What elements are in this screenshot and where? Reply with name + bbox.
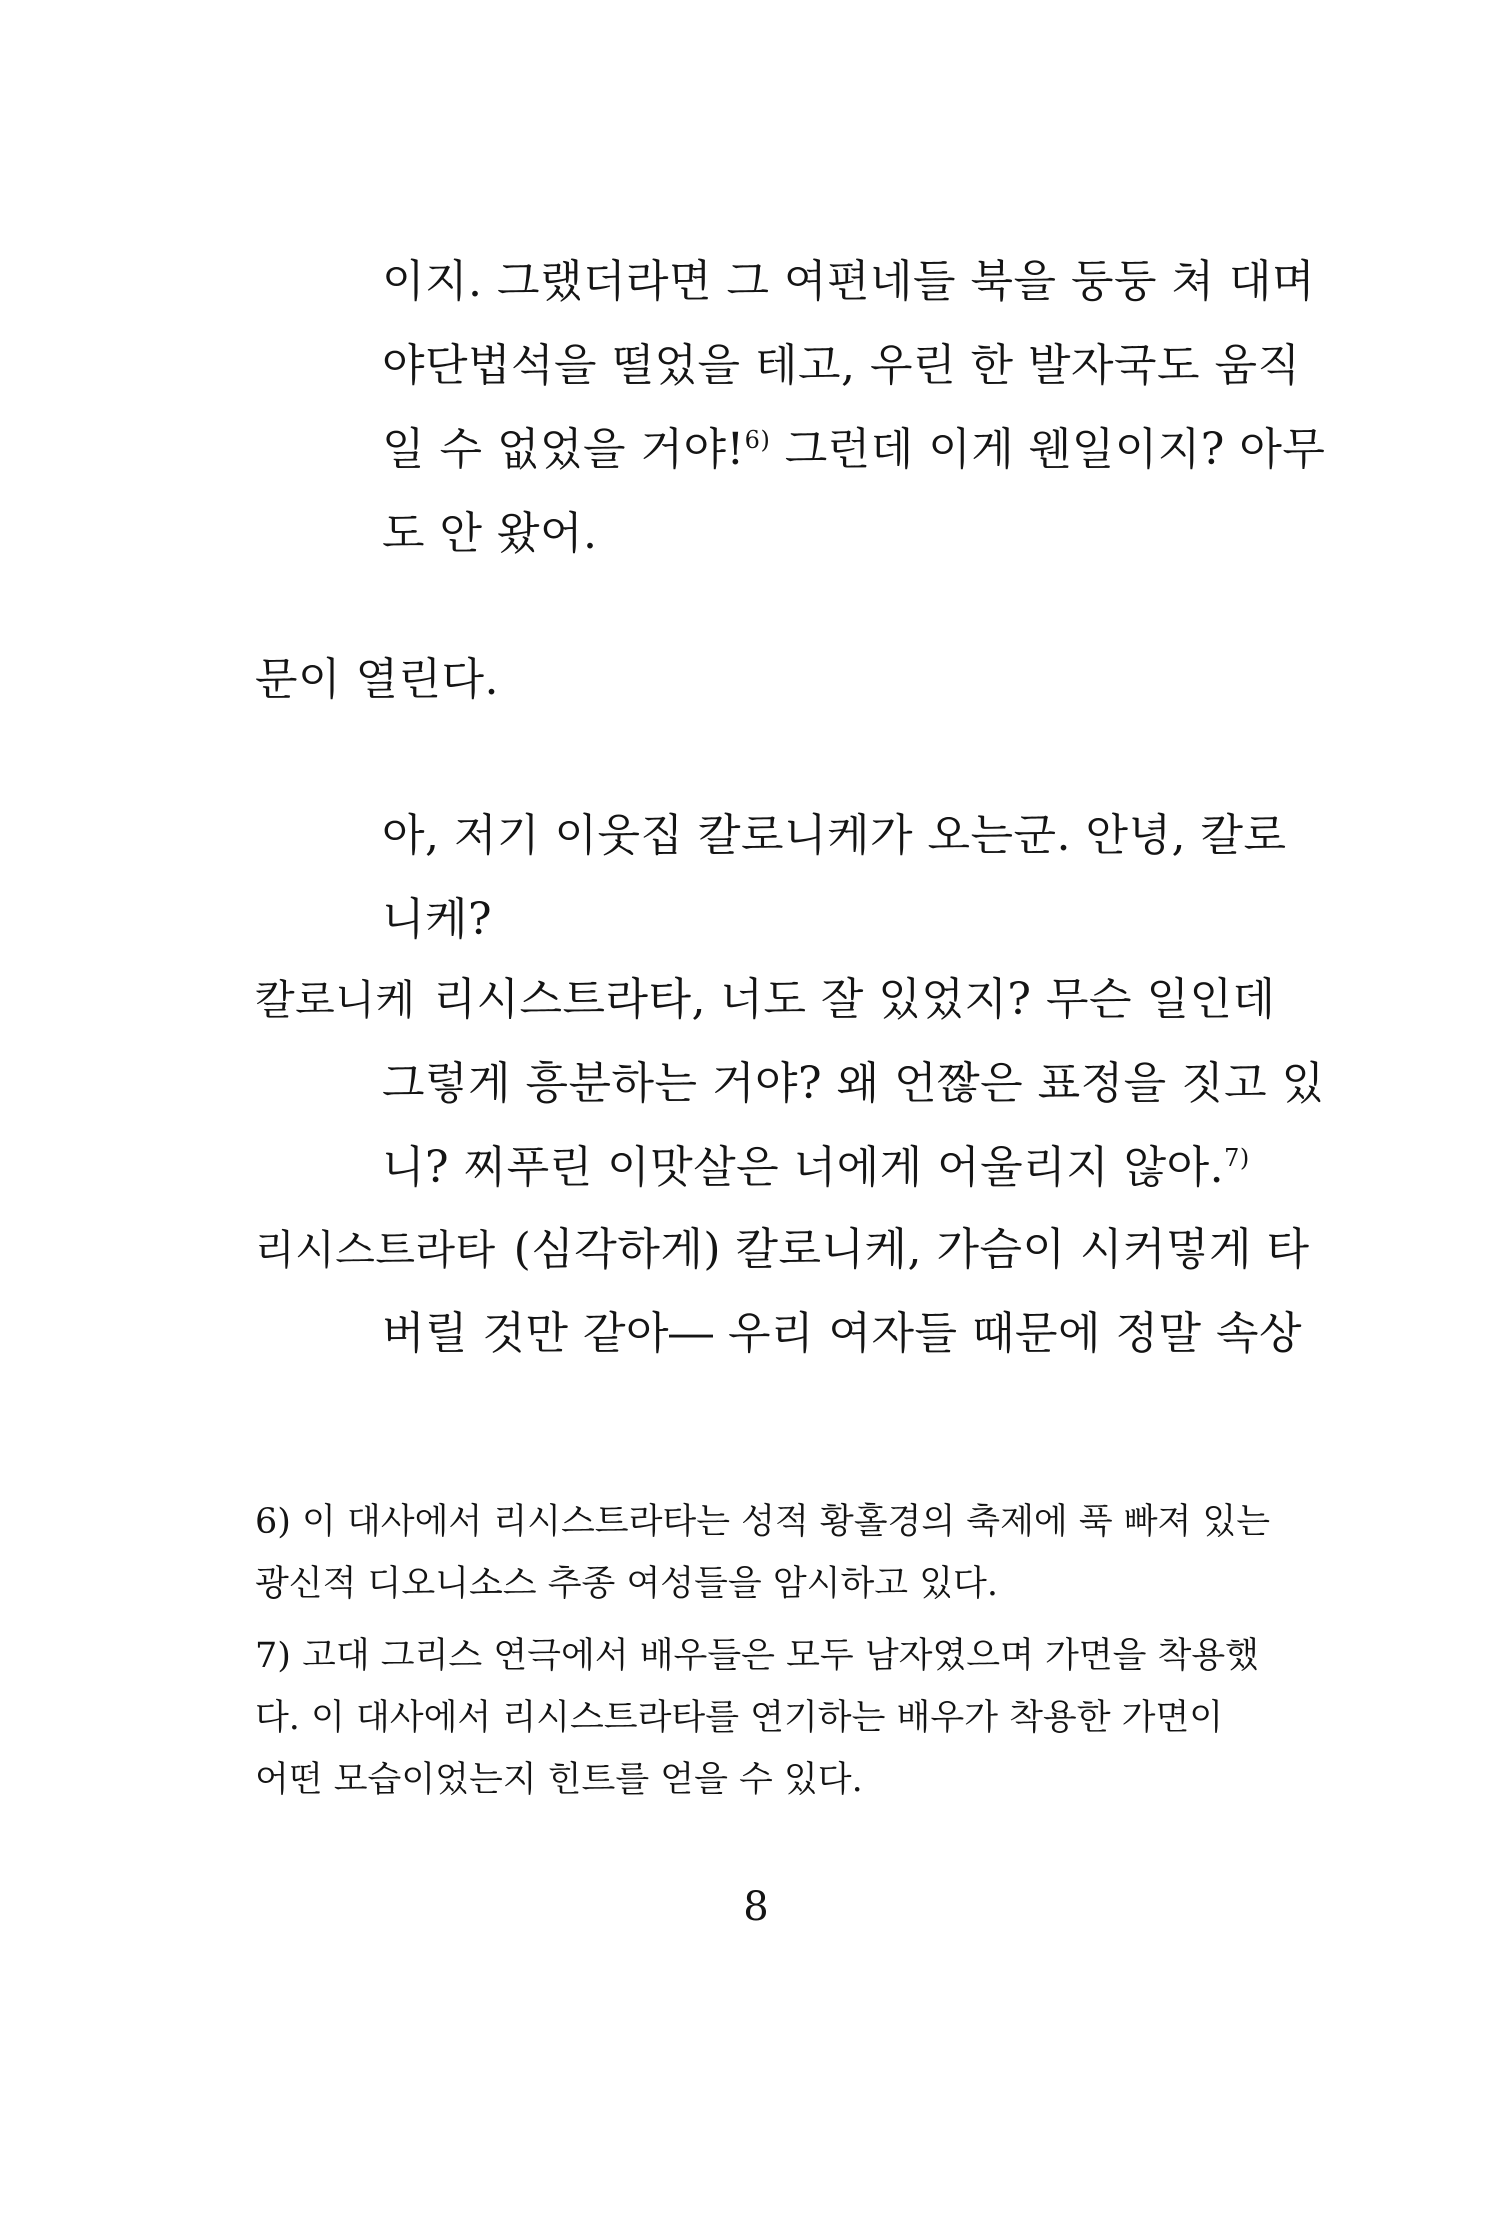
footnote-ref-6: 6) <box>744 426 771 454</box>
dialogue-line-4: 도 안 왔어. <box>382 508 598 559</box>
dialogue-line-3: 일 수 없었을 거야!$^{6)}$ 그런데 이게 웬일이지? 아무 <box>382 424 1326 475</box>
stage-direction: 문이 열린다. <box>255 654 499 705</box>
kalonike-line-3: 니? 찌푸린 이맛살은 너에게 어울리지 않아.$^{7)}$ <box>382 1142 1250 1193</box>
page-number: 8 <box>743 1884 769 1930</box>
speaker-name: 리시스트라타 <box>255 1226 496 1274</box>
dialogue-line-2: 야단법석을 떨었을 테고, 우린 한 발자국도 움직 <box>382 340 1301 391</box>
dialogue-line-5: 아, 저기 이웃집 칼로니케가 오는군. 안녕, 칼로 <box>382 810 1287 861</box>
speaker-name: 칼로니케 <box>255 976 416 1024</box>
footnote-ref-7: 7) <box>1224 1144 1250 1172</box>
kalonike-line-1: 칼로니케 리시스트라타, 너도 잘 있었지? 무슨 일인데 <box>255 974 1276 1025</box>
lysistrata-line-2: 버릴 것만 같아― 우리 여자들 때문에 정말 속상 <box>382 1308 1302 1359</box>
lysistrata-line-1: 리시스트라타 (심각하게) 칼로니케, 가슴이 시커멓게 타 <box>255 1224 1310 1275</box>
footnote-7-line-2: 다. 이 대사에서 리시스트라타를 연기하는 배우가 착용한 가면이 <box>255 1698 1224 1738</box>
footnote-6-line-1: 6) 이 대사에서 리시스트라타는 성적 황홀경의 축제에 푹 빠져 있는 <box>255 1502 1271 1542</box>
footnote-7-line-3: 어떤 모습이었는지 힌트를 얻을 수 있다. <box>255 1760 863 1800</box>
kalonike-line-2: 그렇게 흥분하는 거야? 왜 언짢은 표정을 짓고 있 <box>382 1058 1325 1109</box>
dialogue-line-1: 이지. 그랬더라면 그 여편네들 북을 둥둥 쳐 대며 <box>382 256 1315 307</box>
footnote-6-line-2: 광신적 디오니소스 추종 여성들을 암시하고 있다. <box>255 1564 998 1604</box>
footnote-7-line-1: 7) 고대 그리스 연극에서 배우들은 모두 남자였으며 가면을 착용했 <box>255 1636 1259 1676</box>
dialogue-line-6: 니케? <box>382 894 493 945</box>
